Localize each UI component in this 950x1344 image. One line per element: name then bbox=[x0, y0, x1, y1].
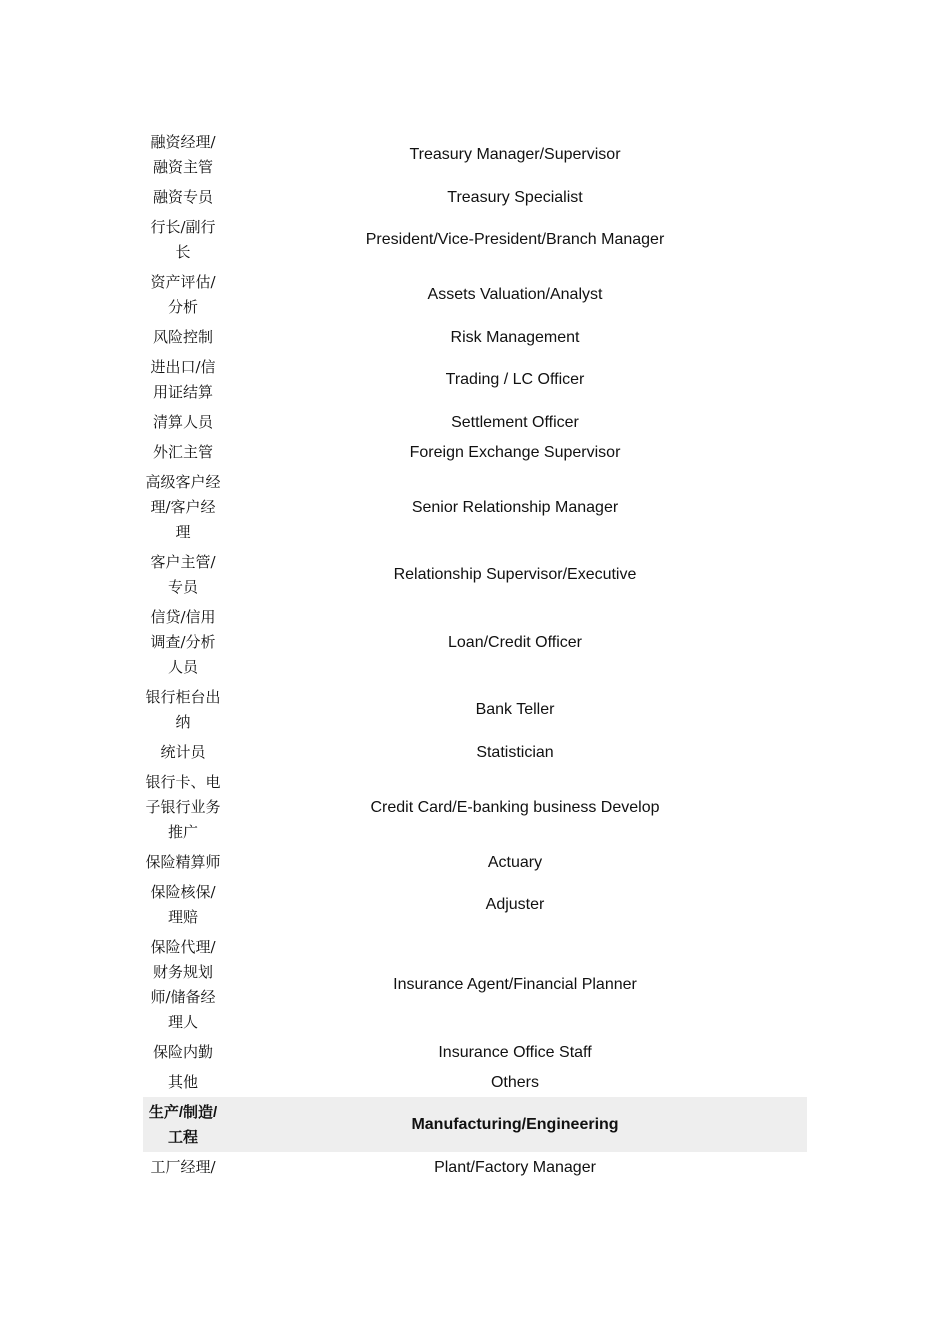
english-title: Others bbox=[490, 1073, 539, 1091]
category-chinese-title: 生产/制造/工程 bbox=[148, 1103, 218, 1146]
table-row bbox=[143, 322, 807, 352]
english-title: Foreign Exchange Supervisor bbox=[409, 443, 621, 461]
table-row bbox=[143, 467, 807, 547]
english-title: Bank Teller bbox=[475, 701, 555, 718]
chinese-title: 工厂经理/ bbox=[150, 1157, 216, 1176]
table-row bbox=[143, 1067, 807, 1097]
chinese-title: 银行柜台出纳 bbox=[145, 687, 221, 731]
chinese-title: 保险核保/理赔 bbox=[150, 882, 216, 926]
chinese-title: 银行卡、电子银行业务推广 bbox=[145, 772, 221, 841]
english-title: Settlement Officer bbox=[451, 413, 579, 431]
table-row bbox=[143, 127, 807, 182]
table-row bbox=[143, 682, 807, 737]
table-row bbox=[143, 1152, 807, 1182]
english-title: Plant/Factory Manager bbox=[434, 1158, 596, 1176]
english-title: Treasury Manager/Supervisor bbox=[409, 146, 621, 163]
chinese-title: 融资经理/融资主管 bbox=[150, 132, 216, 176]
english-title: Assets Valuation/Analyst bbox=[427, 286, 603, 303]
chinese-title: 其他 bbox=[167, 1072, 198, 1091]
table-row bbox=[143, 352, 807, 407]
table-row bbox=[143, 767, 807, 847]
english-title: Adjuster bbox=[485, 896, 545, 913]
table-row bbox=[143, 547, 807, 602]
chinese-title: 统计员 bbox=[160, 742, 206, 761]
chinese-title: 高级客户经理/客户经理 bbox=[145, 472, 221, 541]
chinese-title: 进出口/信用证结算 bbox=[150, 357, 216, 401]
category-english-title: Manufacturing/Engineering bbox=[411, 1116, 619, 1133]
english-title: Relationship Supervisor/Executive bbox=[393, 566, 637, 583]
table-row bbox=[143, 847, 807, 877]
table-row bbox=[143, 932, 807, 1037]
chinese-title: 保险代理/财务规划师/储备经理人 bbox=[150, 937, 216, 1031]
chinese-title: 外汇主管 bbox=[152, 442, 213, 461]
table-row bbox=[143, 182, 807, 212]
chinese-title: 客户主管/专员 bbox=[150, 552, 216, 596]
chinese-title: 信贷/信用调查/分析人员 bbox=[150, 607, 216, 676]
english-title: Insurance Agent/Financial Planner bbox=[393, 976, 637, 993]
table-row bbox=[143, 877, 807, 932]
chinese-title: 风险控制 bbox=[152, 327, 213, 346]
table-row bbox=[143, 1037, 807, 1067]
table-row bbox=[143, 602, 807, 682]
chinese-title: 保险内勤 bbox=[152, 1042, 213, 1061]
table-row bbox=[143, 737, 807, 767]
english-title: Credit Card/E-banking business Develop bbox=[370, 798, 660, 816]
english-title: President/Vice-President/Branch Manager bbox=[365, 231, 665, 248]
chinese-title: 清算人员 bbox=[152, 412, 213, 431]
english-title: Senior Relationship Manager bbox=[411, 498, 619, 516]
chinese-title: 资产评估/分析 bbox=[150, 272, 216, 316]
table-row bbox=[143, 212, 807, 267]
chinese-title: 保险精算师 bbox=[145, 852, 221, 871]
english-title: Loan/Credit Officer bbox=[448, 633, 582, 651]
category-header-row bbox=[143, 1097, 807, 1152]
job-title-table bbox=[143, 127, 807, 1182]
english-title: Treasury Specialist bbox=[447, 188, 583, 206]
english-title: Actuary bbox=[487, 853, 543, 871]
english-title: Insurance Office Staff bbox=[438, 1043, 592, 1061]
english-title: Trading / LC Officer bbox=[445, 371, 585, 388]
english-title: Statistician bbox=[476, 743, 554, 761]
table-row bbox=[143, 267, 807, 322]
chinese-title: 行长/副行长 bbox=[150, 217, 216, 261]
table-row bbox=[143, 437, 807, 467]
chinese-title: 融资专员 bbox=[152, 187, 213, 206]
table-row bbox=[143, 407, 807, 437]
english-title: Risk Management bbox=[450, 328, 580, 346]
